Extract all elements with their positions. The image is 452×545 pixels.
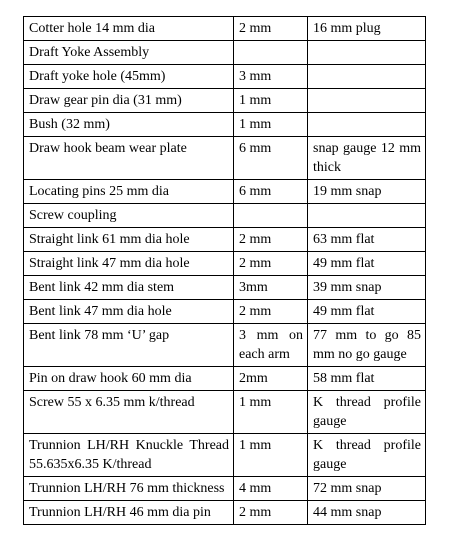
gauge-cell — [308, 113, 426, 137]
cell-text: 63 mm flat — [313, 232, 375, 247]
cell-text: Trunnion LH/RH 76 mm thickness — [29, 481, 225, 496]
cell-text: 49 mm flat — [313, 256, 375, 271]
item-cell — [24, 228, 234, 252]
gauge-table — [23, 16, 426, 525]
item-cell — [24, 477, 234, 501]
cell-text: Pin on draw hook 60 mm dia — [29, 371, 192, 386]
wear-limit-cell — [234, 276, 308, 300]
cell-text: K thread profile gauge — [313, 438, 421, 472]
table-row — [24, 180, 426, 204]
cell-text: Screw 55 x 6.35 mm k/thread — [29, 395, 195, 410]
table-row — [24, 65, 426, 89]
cell-text: 1 mm — [239, 438, 272, 453]
gauge-table-body — [24, 17, 426, 525]
table-row — [24, 204, 426, 228]
table-row — [24, 113, 426, 137]
cell-text: Draw hook beam wear plate — [29, 141, 187, 156]
table-row — [24, 391, 426, 434]
item-cell — [24, 324, 234, 367]
gauge-cell — [308, 434, 426, 477]
cell-text: 1 mm — [239, 93, 272, 108]
cell-text: 3 mm — [239, 69, 272, 84]
cell-text: 58 mm flat — [313, 371, 375, 386]
wear-limit-cell — [234, 204, 308, 228]
cell-text: 4 mm — [239, 481, 272, 496]
item-cell — [24, 113, 234, 137]
cell-text: Draft Yoke Assembly — [29, 45, 150, 60]
item-cell — [24, 300, 234, 324]
table-row — [24, 41, 426, 65]
cell-text: Locating pins 25 mm dia — [29, 184, 169, 199]
gauge-cell — [308, 276, 426, 300]
cell-text: Bent link 47 mm dia hole — [29, 304, 172, 319]
cell-text: K thread profile gauge — [313, 395, 421, 429]
cell-text: Draw gear pin dia (31 mm) — [29, 93, 182, 108]
cell-text: 6 mm — [239, 141, 272, 156]
table-row — [24, 434, 426, 477]
cell-text: 77 mm to go 85 mm no go gauge — [313, 328, 421, 362]
gauge-cell — [308, 391, 426, 434]
item-cell — [24, 180, 234, 204]
gauge-cell — [308, 300, 426, 324]
cell-text: Bent link 42 mm dia stem — [29, 280, 175, 295]
wear-limit-cell — [234, 252, 308, 276]
wear-limit-cell — [234, 41, 308, 65]
table-row — [24, 89, 426, 113]
cell-text: Trunnion LH/RH 46 mm dia pin — [29, 505, 211, 520]
gauge-cell — [308, 324, 426, 367]
cell-text: 39 mm snap — [313, 280, 382, 295]
cell-text: 72 mm snap — [313, 481, 382, 496]
cell-text: 1 mm — [239, 395, 272, 410]
table-row — [24, 501, 426, 525]
cell-text: 2 mm — [239, 304, 272, 319]
cell-text: 16 mm plug — [313, 21, 381, 36]
cell-text: 2 mm — [239, 505, 272, 520]
gauge-cell — [308, 228, 426, 252]
cell-text: Draft yoke hole (45mm) — [29, 69, 166, 84]
cell-text: Bent link 78 mm ‘U’ gap — [29, 328, 170, 343]
wear-limit-cell — [234, 17, 308, 41]
cell-text: Cotter hole 14 mm dia — [29, 21, 155, 36]
wear-limit-cell — [234, 367, 308, 391]
table-row — [24, 137, 426, 180]
cell-text: 3 mm on each arm — [239, 328, 303, 362]
wear-limit-cell — [234, 113, 308, 137]
wear-limit-cell — [234, 65, 308, 89]
wear-limit-cell — [234, 501, 308, 525]
gauge-cell — [308, 137, 426, 180]
item-cell — [24, 65, 234, 89]
gauge-cell — [308, 89, 426, 113]
gauge-cell — [308, 367, 426, 391]
cell-text: Bush (32 mm) — [29, 117, 110, 132]
cell-text: 44 mm snap — [313, 505, 382, 520]
item-cell — [24, 41, 234, 65]
cell-text: 49 mm flat — [313, 304, 375, 319]
table-row — [24, 367, 426, 391]
cell-text: 3mm — [239, 280, 268, 295]
cell-text: 2mm — [239, 371, 268, 386]
cell-text: 1 mm — [239, 117, 272, 132]
item-cell — [24, 367, 234, 391]
wear-limit-cell — [234, 477, 308, 501]
gauge-cell — [308, 501, 426, 525]
wear-limit-cell — [234, 137, 308, 180]
cell-text: 19 mm snap — [313, 184, 382, 199]
wear-limit-cell — [234, 324, 308, 367]
table-row — [24, 300, 426, 324]
item-cell — [24, 252, 234, 276]
table-row — [24, 324, 426, 367]
table-row — [24, 228, 426, 252]
cell-text: 2 mm — [239, 232, 272, 247]
gauge-cell — [308, 17, 426, 41]
gauge-cell — [308, 252, 426, 276]
wear-limit-cell — [234, 180, 308, 204]
table-row — [24, 252, 426, 276]
table-row — [24, 276, 426, 300]
wear-limit-cell — [234, 391, 308, 434]
item-cell — [24, 391, 234, 434]
wear-limit-cell — [234, 89, 308, 113]
item-cell — [24, 501, 234, 525]
item-cell — [24, 204, 234, 228]
gauge-cell — [308, 41, 426, 65]
gauge-cell — [308, 180, 426, 204]
item-cell — [24, 434, 234, 477]
wear-limit-cell — [234, 300, 308, 324]
cell-text: Straight link 47 mm dia hole — [29, 256, 190, 271]
gauge-cell — [308, 477, 426, 501]
table-row — [24, 477, 426, 501]
cell-text: snap gauge 12 mm thick — [313, 141, 421, 175]
item-cell — [24, 17, 234, 41]
item-cell — [24, 89, 234, 113]
item-cell — [24, 137, 234, 180]
cell-text: 2 mm — [239, 21, 272, 36]
wear-limit-cell — [234, 228, 308, 252]
gauge-cell — [308, 65, 426, 89]
table-row — [24, 17, 426, 41]
wear-limit-cell — [234, 434, 308, 477]
item-cell — [24, 276, 234, 300]
cell-text: Straight link 61 mm dia hole — [29, 232, 190, 247]
cell-text: Screw coupling — [29, 208, 117, 223]
cell-text: Trunnion LH/RH Knuckle Thread 55.635x6.35 K/thread — [29, 438, 229, 472]
cell-text: 2 mm — [239, 256, 272, 271]
gauge-cell — [308, 204, 426, 228]
cell-text: 6 mm — [239, 184, 272, 199]
